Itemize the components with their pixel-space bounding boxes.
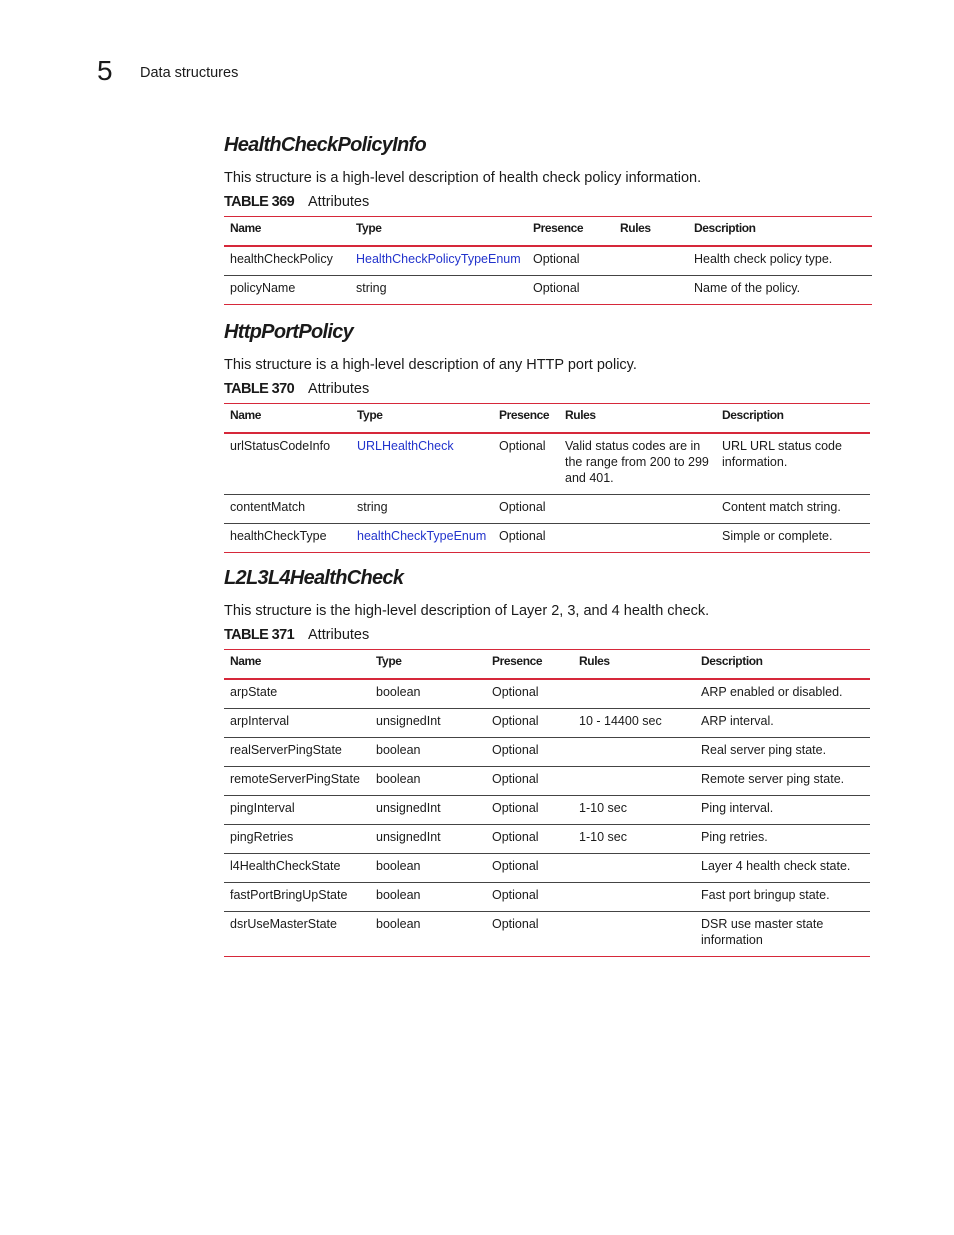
- cell-presence: Optional: [486, 709, 573, 738]
- column-header: Presence: [486, 650, 573, 680]
- cell-type: unsignedInt: [370, 709, 486, 738]
- section-title: HealthCheckPolicyInfo: [224, 134, 427, 156]
- cell-presence: Optional: [486, 679, 573, 709]
- column-header: Description: [688, 217, 872, 247]
- cell-description: URL URL status code information.: [716, 433, 870, 495]
- cell-name: realServerPingState: [224, 738, 370, 767]
- cell-name: pingRetries: [224, 825, 370, 854]
- cell-rules: 1-10 sec: [573, 796, 695, 825]
- cell-description: Fast port bringup state.: [695, 883, 870, 912]
- cell-type: boolean: [370, 854, 486, 883]
- cell-name: fastPortBringUpState: [224, 883, 370, 912]
- table-caption-text: Attributes: [308, 627, 370, 643]
- table-header-row: [224, 404, 870, 434]
- cell-presence: Optional: [527, 246, 614, 276]
- cell-rules: [559, 495, 716, 524]
- cell-rules: [573, 738, 695, 767]
- table-row: [224, 524, 870, 553]
- cell-description: ARP enabled or disabled.: [695, 679, 870, 709]
- cell-rules: 10 - 14400 sec: [573, 709, 695, 738]
- table-row: [224, 738, 870, 767]
- cell-description: Remote server ping state.: [695, 767, 870, 796]
- chapter-number: 5: [97, 55, 113, 86]
- cell-rules: [573, 883, 695, 912]
- cell-type: boolean: [370, 679, 486, 709]
- table-row: [224, 883, 870, 912]
- cell-name: pingInterval: [224, 796, 370, 825]
- cell-description: ARP interval.: [695, 709, 870, 738]
- attributes-table: [224, 216, 872, 305]
- attributes-table: [224, 649, 870, 957]
- table-row: [224, 709, 870, 738]
- cell-description: Simple or complete.: [716, 524, 870, 553]
- cell-rules: 1-10 sec: [573, 825, 695, 854]
- table-row: [224, 246, 872, 276]
- chapter-title: Data structures: [140, 65, 239, 81]
- cell-name: healthCheckPolicy: [224, 246, 350, 276]
- cell-presence: Optional: [486, 738, 573, 767]
- cell-name: healthCheckType: [224, 524, 351, 553]
- section-healthcheckpolicyinfo: [224, 133, 872, 305]
- cell-name: arpState: [224, 679, 370, 709]
- cell-name: arpInterval: [224, 709, 370, 738]
- column-header: Name: [224, 650, 370, 680]
- cell-name: l4HealthCheckState: [224, 854, 370, 883]
- column-header: Type: [351, 404, 493, 434]
- section-intro: This structure is a high-level description of any HTTP port policy.: [224, 357, 637, 373]
- cell-description: Real server ping state.: [695, 738, 870, 767]
- table-row: [224, 854, 870, 883]
- attributes-table: [224, 403, 870, 553]
- cell-description: Ping interval.: [695, 796, 870, 825]
- type-link[interactable]: URLHealthCheck: [351, 433, 493, 495]
- cell-type: boolean: [370, 912, 486, 957]
- cell-presence: Optional: [486, 796, 573, 825]
- column-header: Type: [350, 217, 527, 247]
- cell-rules: [614, 276, 688, 305]
- cell-type: boolean: [370, 883, 486, 912]
- table-row: [224, 433, 870, 495]
- section-intro: This structure is a high-level description of health check policy information.: [224, 170, 702, 186]
- column-header: Presence: [527, 217, 614, 247]
- column-header: Description: [695, 650, 870, 680]
- cell-presence: Optional: [486, 912, 573, 957]
- section-title: L2L3L4HealthCheck: [224, 567, 404, 589]
- cell-description: Ping retries.: [695, 825, 870, 854]
- cell-presence: Optional: [493, 495, 559, 524]
- column-header: Presence: [493, 404, 559, 434]
- cell-type: unsignedInt: [370, 825, 486, 854]
- cell-description: DSR use master state information: [695, 912, 870, 957]
- cell-type: unsignedInt: [370, 796, 486, 825]
- table-row: [224, 796, 870, 825]
- table-caption: [224, 193, 872, 211]
- cell-name: urlStatusCodeInfo: [224, 433, 351, 495]
- cell-description: Health check policy type.: [688, 246, 872, 276]
- cell-type: string: [351, 495, 493, 524]
- table-caption-text: Attributes: [308, 194, 370, 210]
- cell-presence: Optional: [493, 524, 559, 553]
- table-header-row: [224, 650, 870, 680]
- cell-description: Name of the policy.: [688, 276, 872, 305]
- cell-name: contentMatch: [224, 495, 351, 524]
- cell-rules: [573, 767, 695, 796]
- cell-rules: [559, 524, 716, 553]
- cell-type: string: [350, 276, 527, 305]
- table-caption-text: Attributes: [308, 381, 370, 397]
- section-l2l3l4healthcheck: [224, 566, 870, 957]
- cell-rules: Valid status codes are in the range from 200 to 299 and 401.: [559, 433, 716, 495]
- column-header: Rules: [559, 404, 716, 434]
- cell-description: Content match string.: [716, 495, 870, 524]
- cell-type: boolean: [370, 738, 486, 767]
- table-header-row: [224, 217, 872, 247]
- table-caption: [224, 626, 870, 644]
- table-row: [224, 495, 870, 524]
- section-intro: This structure is the high-level description of Layer 2, 3, and 4 health check.: [224, 603, 710, 619]
- table-row: [224, 767, 870, 796]
- table-label: TABLE 370: [224, 381, 295, 397]
- table-row: [224, 276, 872, 305]
- cell-presence: Optional: [527, 276, 614, 305]
- column-header: Rules: [614, 217, 688, 247]
- table-row: [224, 912, 870, 957]
- table-label: TABLE 371: [224, 627, 295, 643]
- column-header: Name: [224, 217, 350, 247]
- cell-rules: [573, 912, 695, 957]
- column-header: Type: [370, 650, 486, 680]
- cell-presence: Optional: [486, 767, 573, 796]
- cell-rules: [573, 854, 695, 883]
- column-header: Name: [224, 404, 351, 434]
- section-title: HttpPortPolicy: [224, 321, 354, 343]
- cell-presence: Optional: [486, 883, 573, 912]
- table-label: TABLE 369: [224, 194, 295, 210]
- type-link[interactable]: healthCheckTypeEnum: [351, 524, 493, 553]
- cell-presence: Optional: [493, 433, 559, 495]
- cell-rules: [614, 246, 688, 276]
- cell-presence: Optional: [486, 854, 573, 883]
- cell-name: remoteServerPingState: [224, 767, 370, 796]
- column-header: Description: [716, 404, 870, 434]
- cell-name: dsrUseMasterState: [224, 912, 370, 957]
- type-link[interactable]: HealthCheckPolicyTypeEnum: [350, 246, 527, 276]
- column-header: Rules: [573, 650, 695, 680]
- table-row: [224, 679, 870, 709]
- section-httpportpolicy: [224, 320, 870, 553]
- cell-description: Layer 4 health check state.: [695, 854, 870, 883]
- table-row: [224, 825, 870, 854]
- cell-presence: Optional: [486, 825, 573, 854]
- cell-rules: [573, 679, 695, 709]
- cell-type: boolean: [370, 767, 486, 796]
- cell-name: policyName: [224, 276, 350, 305]
- table-caption: [224, 380, 870, 398]
